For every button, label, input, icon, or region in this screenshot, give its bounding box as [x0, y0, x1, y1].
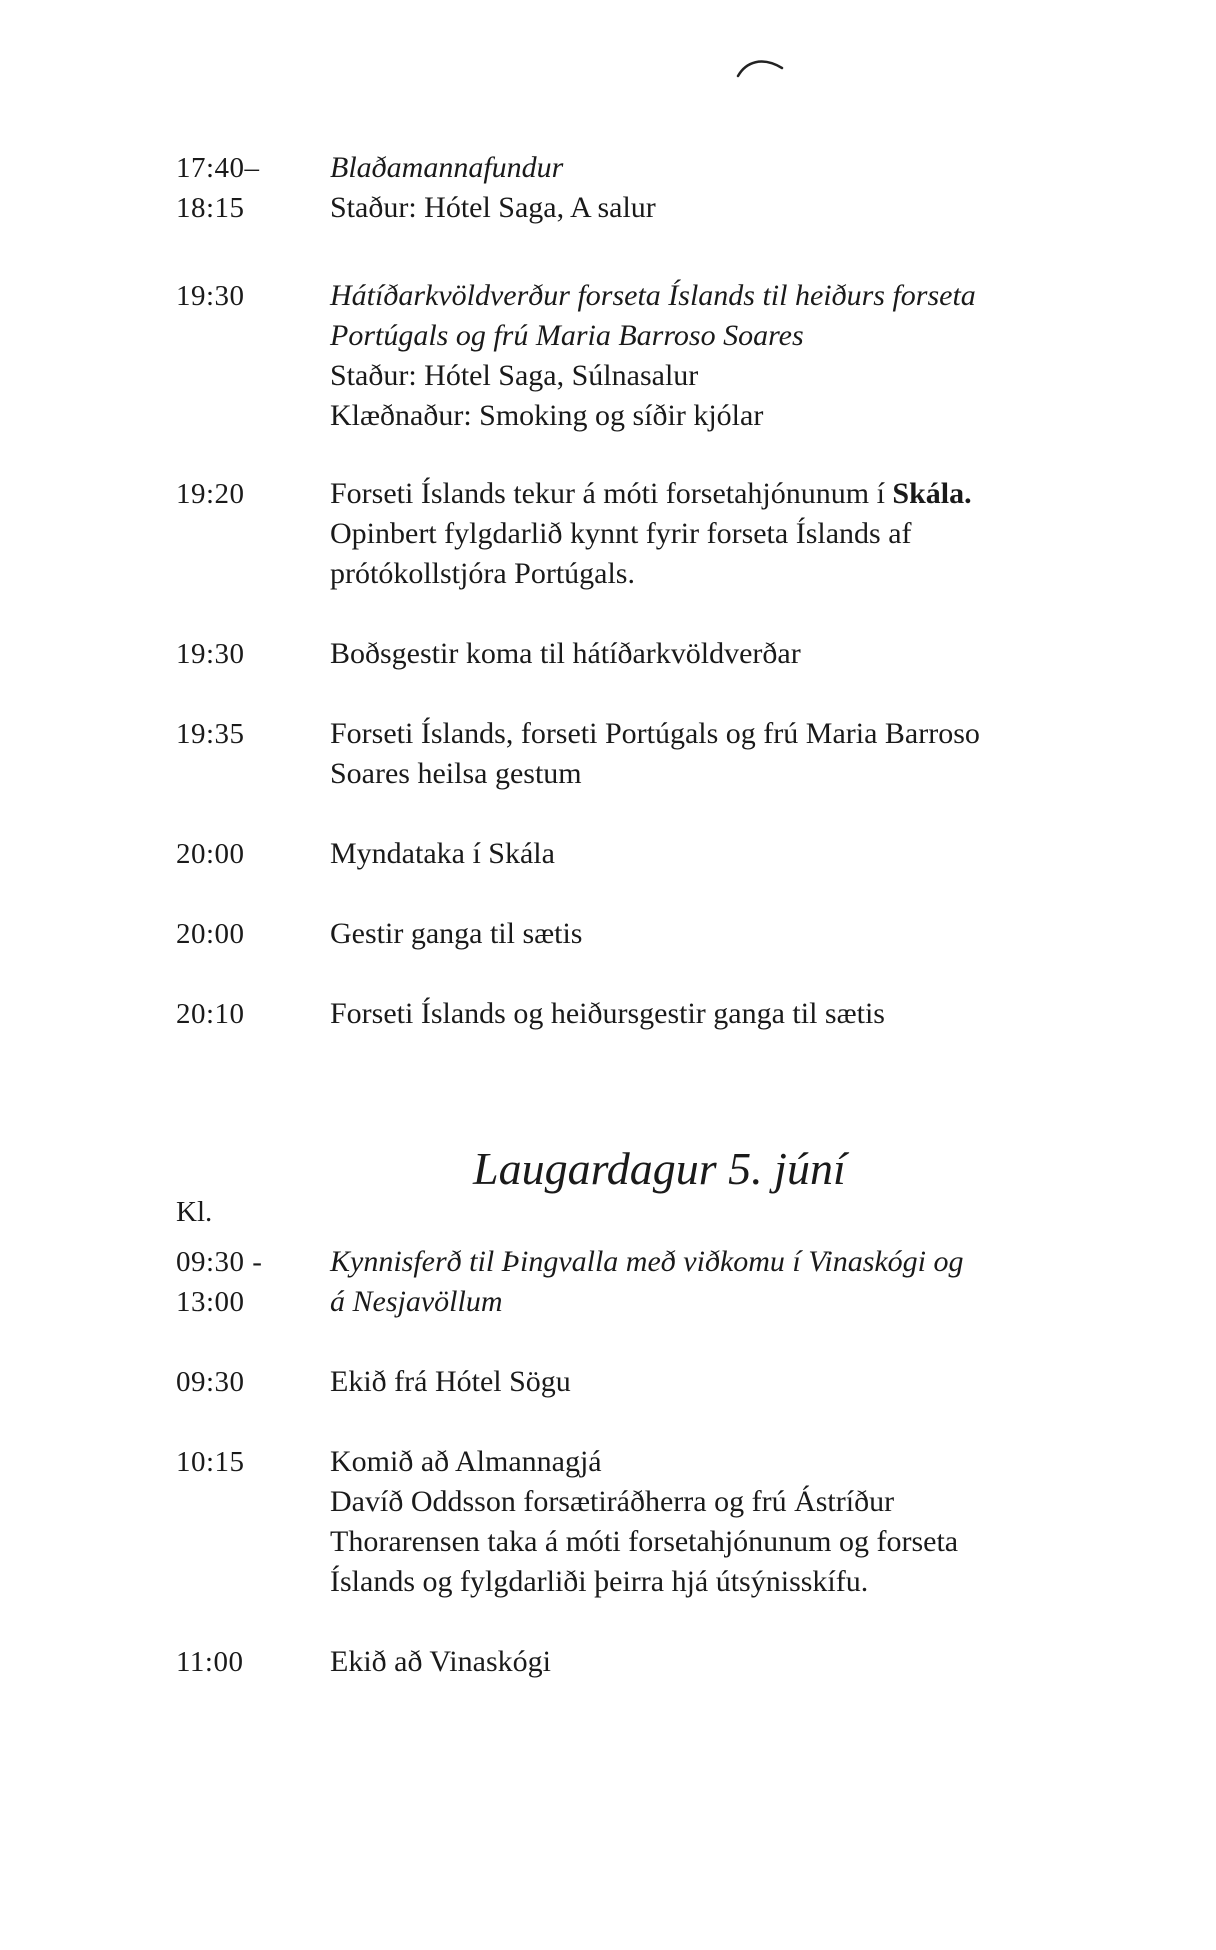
description-line [330, 188, 1130, 228]
entry-description [330, 474, 1130, 594]
time-line: 19:35 [176, 718, 245, 750]
description-line [330, 1562, 1130, 1602]
pen-stroke-mark [736, 52, 784, 82]
line-text: Forseti Íslands tekur á móti forsetahjónunum í [330, 477, 893, 510]
line-text: Opinbert fylgdarlið kynnt fyrir forseta Íslands af [330, 517, 912, 550]
entry-description [330, 834, 1130, 874]
entry-time [176, 276, 326, 316]
entry-time [176, 994, 326, 1034]
line-text: Íslands og fylgdarliði þeirra hjá útsýnisskífu. [330, 1565, 869, 1598]
entry-time [176, 634, 326, 674]
time-line: 09:30 [176, 1366, 245, 1398]
time-line: 20:00 [176, 838, 245, 870]
line-text: á Nesjavöllum [330, 1285, 503, 1318]
description-line [330, 1282, 1130, 1322]
description-line [330, 754, 1130, 794]
line-text: Boðsgestir koma til hátíðarkvöldverðar [330, 637, 801, 670]
description-line [330, 276, 1130, 316]
entry-time [176, 1642, 326, 1682]
line-text: Blaðamannafundur [330, 151, 564, 184]
description-line [330, 714, 1130, 754]
description-line [330, 1522, 1130, 1562]
description-line [330, 994, 1130, 1034]
time-line: 09:30 - [176, 1246, 263, 1278]
line-text: Ekið frá Hótel Sögu [330, 1365, 571, 1398]
entry-description [330, 634, 1130, 674]
description-line [330, 1362, 1130, 1402]
description-line [330, 554, 1130, 594]
description-line [330, 316, 1130, 356]
entry-description [330, 1362, 1130, 1402]
line-bold-text: Skála. [892, 477, 972, 510]
kl-label: Kl. [176, 1196, 213, 1228]
line-text: Komið að Almannagjá [330, 1445, 602, 1478]
line-text: Kynnisferð til Þingvalla með viðkomu í Vinaskógi og [330, 1245, 964, 1278]
line-text: Ekið að Vinaskógi [330, 1645, 551, 1678]
description-line [330, 514, 1130, 554]
time-line: 19:30 [176, 638, 245, 670]
entry-time [176, 1442, 326, 1482]
line-text: Portúgals og frú Maria Barroso Soares [330, 319, 804, 352]
time-line: 18:15 [176, 192, 245, 224]
entry-time [176, 148, 326, 228]
description-line [330, 356, 1130, 396]
time-line: 11:00 [176, 1646, 244, 1678]
line-text: Forseti Íslands og heiðursgestir ganga til sætis [330, 997, 885, 1030]
time-line: 10:15 [176, 1446, 245, 1478]
entry-time [176, 914, 326, 954]
description-line [330, 474, 1130, 514]
line-text: Gestir ganga til sætis [330, 917, 583, 950]
entry-description [330, 714, 1130, 794]
line-text: Davíð Oddsson forsætiráðherra og frú Ástríður [330, 1485, 895, 1518]
description-line [330, 1642, 1130, 1682]
line-text: Thorarensen taka á móti forsetahjónunum og forseta [330, 1525, 959, 1558]
day-title: Laugardagur 5. júní [473, 1143, 846, 1194]
description-line [330, 1482, 1130, 1522]
time-line: 17:40– [176, 152, 260, 184]
entry-description [330, 1442, 1130, 1602]
entry-description [330, 914, 1130, 954]
description-line [330, 148, 1130, 188]
description-line [330, 914, 1130, 954]
entry-description [330, 148, 1130, 228]
description-line [330, 834, 1130, 874]
line-text: Soares heilsa gestum [330, 757, 582, 790]
line-text: prótókollstjóra Portúgals. [330, 557, 635, 590]
entry-time [176, 1242, 326, 1322]
description-line [330, 396, 1130, 436]
description-line [330, 634, 1130, 674]
entry-description [330, 1642, 1130, 1682]
entry-description [330, 994, 1130, 1034]
line-text: Klæðnaður: Smoking og síðir kjólar [330, 399, 764, 432]
line-text: Staður: Hótel Saga, Súlnasalur [330, 359, 699, 392]
entry-time [176, 834, 326, 874]
entry-time [176, 714, 326, 754]
line-text: Staður: Hótel Saga, A salur [330, 191, 656, 224]
time-line: 13:00 [176, 1286, 245, 1318]
entry-description [330, 1242, 1130, 1322]
time-line: 20:10 [176, 998, 245, 1030]
entry-time [176, 1362, 326, 1402]
time-line: 19:20 [176, 478, 245, 510]
line-text: Forseti Íslands, forseti Portúgals og frú Maria Barroso [330, 717, 980, 750]
time-line: 20:00 [176, 918, 245, 950]
line-text: Hátíðarkvöldverður forseta Íslands til heiðurs forseta [330, 279, 976, 312]
entry-description [330, 276, 1130, 436]
description-line [330, 1242, 1130, 1282]
time-line: 19:30 [176, 280, 245, 312]
entry-time [176, 474, 326, 514]
line-text: Myndataka í Skála [330, 837, 555, 870]
description-line [330, 1442, 1130, 1482]
